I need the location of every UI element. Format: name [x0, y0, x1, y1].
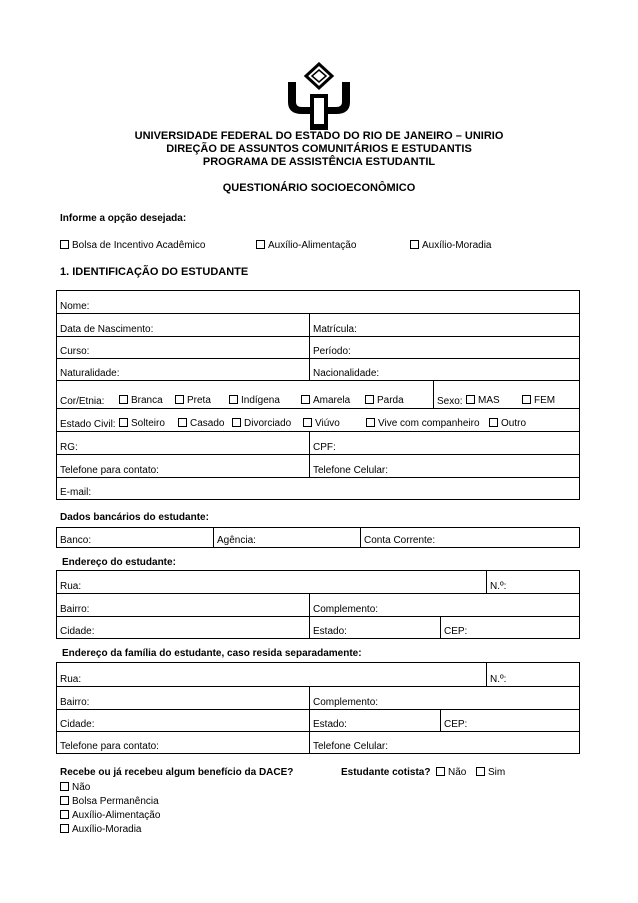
address-table — [56, 570, 580, 639]
option-label: Auxílio-Moradia — [422, 240, 492, 251]
cor-etnia-field — [57, 381, 434, 409]
telefone-field[interactable]: Telefone para contato: — [57, 455, 310, 478]
benefit-bolsa[interactable] — [60, 796, 159, 808]
civil-solteiro[interactable] — [119, 418, 165, 430]
bank-table — [56, 527, 580, 548]
celular-field[interactable]: Telefone Celular: — [310, 455, 580, 478]
option-label: Não — [448, 767, 467, 778]
matricula-field[interactable]: Matrícula: — [310, 314, 580, 337]
cor-amarela[interactable] — [301, 395, 350, 407]
option-label: Solteiro — [131, 418, 165, 429]
family-estado-field[interactable]: Estado: — [310, 710, 441, 732]
checkbox-icon[interactable] — [256, 240, 265, 249]
option-label: Amarela — [313, 395, 351, 406]
sexo-label: Sexo: — [437, 396, 463, 407]
option-bolsa[interactable] — [60, 240, 205, 252]
option-label: Não — [72, 782, 91, 793]
department-name: DIREÇÃO DE ASSUNTOS COMUNITÁRIOS E ESTUDANTIS — [166, 143, 472, 155]
option-label: Auxílio-Alimentação — [72, 810, 161, 821]
option-label: Indígena — [241, 395, 280, 406]
checkbox-icon[interactable] — [522, 395, 531, 404]
family-telefone-field[interactable]: Telefone para contato: — [57, 732, 310, 754]
option-label: Bolsa Permanência — [72, 796, 159, 807]
checkbox-icon[interactable] — [366, 418, 375, 427]
university-name: UNIVERSIDADE FEDERAL DO ESTADO DO RIO DE JANEIRO – UNIRIO — [134, 130, 504, 142]
cep-field[interactable]: CEP: — [441, 617, 580, 639]
checkbox-icon[interactable] — [229, 395, 238, 404]
estado-field[interactable]: Estado: — [310, 617, 441, 639]
checkbox-icon[interactable] — [60, 782, 69, 791]
option-label: Sim — [488, 767, 506, 778]
checkbox-icon[interactable] — [60, 810, 69, 819]
rua-field[interactable]: Rua: — [57, 571, 487, 594]
estado-civil-field — [57, 409, 580, 432]
sexo-mas[interactable] — [466, 395, 500, 407]
family-cep-field[interactable]: CEP: — [441, 710, 580, 732]
agencia-field[interactable]: Agência: — [214, 528, 361, 548]
cotista-sim[interactable] — [476, 767, 505, 779]
option-label: Outro — [501, 418, 527, 429]
benefit-alimentacao[interactable] — [60, 810, 160, 822]
option-alimentacao[interactable] — [256, 240, 356, 252]
cidade-field[interactable]: Cidade: — [57, 617, 310, 639]
checkbox-icon[interactable] — [436, 767, 445, 776]
family-celular-field[interactable]: Telefone Celular: — [310, 732, 580, 754]
option-label: Auxílio-Moradia — [72, 824, 142, 835]
complemento-field[interactable]: Complemento: — [310, 594, 580, 617]
benefit-moradia[interactable] — [60, 824, 141, 836]
conta-field[interactable]: Conta Corrente: — [361, 528, 580, 548]
family-bairro-field[interactable]: Bairro: — [57, 687, 310, 710]
checkbox-icon[interactable] — [119, 418, 128, 427]
periodo-field[interactable]: Período: — [310, 337, 580, 359]
civil-viuvo[interactable] — [303, 418, 340, 430]
nome-field[interactable]: Nome: — [57, 291, 580, 314]
option-label: FEM — [534, 395, 556, 406]
curso-field[interactable]: Curso: — [57, 337, 310, 359]
family-cidade-field[interactable]: Cidade: — [57, 710, 310, 732]
civil-companheiro[interactable] — [366, 418, 480, 430]
checkbox-icon[interactable] — [466, 395, 475, 404]
option-label: Vive com companheiro — [378, 418, 480, 429]
option-label: MAS — [478, 395, 500, 406]
option-label: Auxílio-Alimentação — [268, 240, 357, 251]
option-label: Casado — [190, 418, 225, 429]
option-label: Bolsa de Incentivo Acadêmico — [72, 240, 206, 251]
cor-label: Cor/Etnia: — [60, 396, 105, 407]
unirio-logo — [284, 62, 354, 132]
address-title: Endereço do estudante: — [62, 557, 176, 568]
cor-preta[interactable] — [175, 395, 211, 407]
section-1-title: 1. IDENTIFICAÇÃO DO ESTUDANTE — [60, 266, 249, 278]
nacionalidade-field[interactable]: Nacionalidade: — [310, 359, 580, 381]
option-label: Viúvo — [315, 418, 340, 429]
option-moradia[interactable] — [410, 240, 491, 252]
checkbox-icon[interactable] — [60, 796, 69, 805]
bank-title: Dados bancários do estudante: — [60, 512, 209, 523]
checkbox-icon[interactable] — [410, 240, 419, 249]
civil-divorciado[interactable] — [232, 418, 291, 430]
checkbox-icon[interactable] — [60, 240, 69, 249]
program-name: PROGRAMA DE ASSISTÊNCIA ESTUDANTIL — [202, 156, 436, 168]
rg-field[interactable]: RG: — [57, 432, 310, 455]
option-label: Parda — [377, 395, 404, 406]
cpf-field[interactable]: CPF: — [310, 432, 580, 455]
checkbox-icon[interactable] — [60, 824, 69, 833]
checkbox-icon[interactable] — [489, 418, 498, 427]
cor-parda[interactable] — [365, 395, 404, 407]
civil-outro[interactable] — [489, 418, 526, 430]
family-rua-field[interactable]: Rua: — [57, 663, 487, 687]
option-label: Preta — [187, 395, 211, 406]
sexo-fem[interactable] — [522, 395, 555, 407]
checkbox-icon[interactable] — [178, 418, 187, 427]
family-title: Endereço da família do estudante, caso resida separadamente: — [62, 648, 362, 659]
benefit-nao[interactable] — [60, 782, 90, 794]
benefit-question: Recebe ou já recebeu algum benefício da DACE? — [60, 767, 294, 778]
checkbox-icon[interactable] — [365, 395, 374, 404]
page-title: QUESTIONÁRIO SOCIOECONÔMICO — [222, 182, 416, 194]
civil-casado[interactable] — [178, 418, 224, 430]
checkbox-icon[interactable] — [301, 395, 310, 404]
checkbox-icon[interactable] — [175, 395, 184, 404]
cotista-nao[interactable] — [436, 767, 466, 779]
checkbox-icon[interactable] — [476, 767, 485, 776]
cor-branca[interactable] — [119, 395, 163, 407]
checkbox-icon[interactable] — [119, 395, 128, 404]
banco-field[interactable]: Banco: — [57, 528, 214, 548]
option-label: Branca — [131, 395, 163, 406]
numero-field[interactable]: N.º: — [487, 571, 580, 594]
email-field[interactable]: E-mail: — [57, 478, 580, 500]
cor-indigena[interactable] — [229, 395, 280, 407]
sexo-field — [434, 381, 580, 409]
cotista-question: Estudante cotista? — [341, 767, 431, 778]
options-prompt: Informe a opção desejada: — [60, 213, 187, 224]
checkbox-icon[interactable] — [232, 418, 241, 427]
family-table — [56, 662, 580, 754]
family-complemento-field[interactable]: Complemento: — [310, 687, 580, 710]
civil-label: Estado Civil: — [60, 419, 116, 430]
identification-table — [56, 290, 580, 500]
nascimento-field[interactable]: Data de Nascimento: — [57, 314, 310, 337]
family-numero-field[interactable]: N.º: — [487, 663, 580, 687]
option-label: Divorciado — [244, 418, 292, 429]
naturalidade-field[interactable]: Naturalidade: — [57, 359, 310, 381]
bairro-field[interactable]: Bairro: — [57, 594, 310, 617]
checkbox-icon[interactable] — [303, 418, 312, 427]
